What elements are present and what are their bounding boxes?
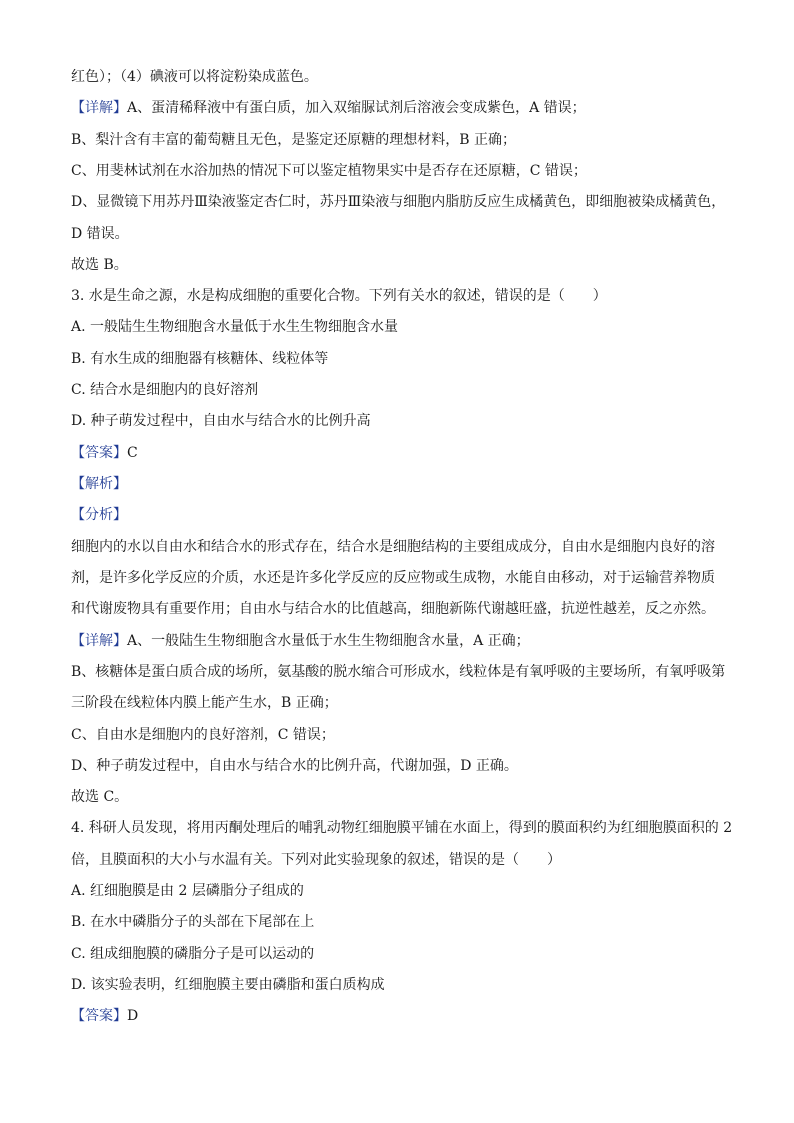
text-line: D 错误。 xyxy=(71,226,129,242)
option-a: A. 红细胞膜是由 2 层磷脂分子组成的 xyxy=(71,883,304,899)
question-3-stem: 3. 水是生命之源，水是构成细胞的重要化合物。下列有关水的叙述，错误的是（ ） xyxy=(71,288,607,304)
text-line: 故选 C。 xyxy=(71,789,129,805)
label-fenxi: 【分析】 xyxy=(71,507,127,523)
text-line: C、用斐林试剂在水浴加热的情况下可以鉴定植物果实中是否存在还原糖，C 错误； xyxy=(71,163,587,179)
text-line: B、梨汁含有丰富的葡萄糖且无色，是鉴定还原糖的理想材料，B 正确； xyxy=(71,132,517,148)
option-c: C. 结合水是细胞内的良好溶剂 xyxy=(71,382,259,398)
text-line: 红色）；（4）碘液可以将淀粉染成蓝色。 xyxy=(71,69,318,85)
text-line: 和代谢废物具有重要作用；自由水与结合水的比值越高，细胞新陈代谢越旺盛，抗逆性越差，反之亦然。 xyxy=(71,601,715,617)
text-line: 三阶段在线粒体内膜上能产生水，B 正确； xyxy=(71,695,338,711)
question-4-stem: 4. 科研人员发现，将用丙酮处理后的哺乳动物红细胞膜平铺在水面上，得到的膜面积约为红细胞膜面积的 2 xyxy=(71,820,733,836)
option-d: D. 种子萌发过程中，自由水与结合水的比例升高 xyxy=(71,413,371,429)
option-b: B. 在水中磷脂分子的头部在下尾部在上 xyxy=(71,914,315,930)
option-a: A. 一般陆生生物细胞含水量低于水生生物细胞含水量 xyxy=(71,319,399,335)
text-line: 剂，是许多化学反应的介质，水还是许多化学反应的反应物或生成物，水能自由移动，对于运输营养物质 xyxy=(71,570,715,586)
text-line: 细胞内的水以自由水和结合水的形式存在，结合水是细胞结构的主要组成成分，自由水是细胞内良好的溶 xyxy=(71,539,715,555)
label-xiangjie: 【详解】 xyxy=(71,100,127,116)
text-line: 故选 B。 xyxy=(71,257,128,273)
text-line: B、核糖体是蛋白质合成的场所，氨基酸的脱水缩合可形成水，线粒体是有氧呼吸的主要场所，有氧呼吸第 xyxy=(71,664,726,680)
text-line: C、自由水是细胞内的良好溶剂，C 错误； xyxy=(71,727,335,743)
label-daan: 【答案】 xyxy=(71,1008,127,1024)
answer-line: 【答案】C xyxy=(71,445,138,461)
label-daan: 【答案】 xyxy=(71,445,127,461)
label-jiexi: 【解析】 xyxy=(71,476,127,492)
text-line: 【详解】A、一般陆生生物细胞含水量低于水生生物细胞含水量，A 正确； xyxy=(71,633,530,649)
text-line: 【详解】A、蛋清稀释液中有蛋白质，加入双缩脲试剂后溶液会变成紫色，A 错误； xyxy=(71,100,586,116)
option-c: C. 组成细胞膜的磷脂分子是可以运动的 xyxy=(71,946,315,962)
text-line: D、显微镜下用苏丹Ⅲ染液鉴定杏仁时，苏丹Ⅲ染液与细胞内脂肪反应生成橘黄色，即细胞被染成橘黄色， xyxy=(71,194,726,210)
answer-line: 【答案】D xyxy=(71,1008,139,1024)
label-xiangjie: 【详解】 xyxy=(71,633,127,649)
text-line: D、种子萌发过程中，自由水与结合水的比例升高，代谢加强，D 正确。 xyxy=(71,758,518,774)
option-d: D. 该实验表明，红细胞膜主要由磷脂和蛋白质构成 xyxy=(71,977,385,993)
text-line: 倍，且膜面积的大小与水温有关。下列对此实验现象的叙述，错误的是（ ） xyxy=(71,852,561,868)
option-b: B. 有水生成的细胞器有核糖体、线粒体等 xyxy=(71,351,329,367)
